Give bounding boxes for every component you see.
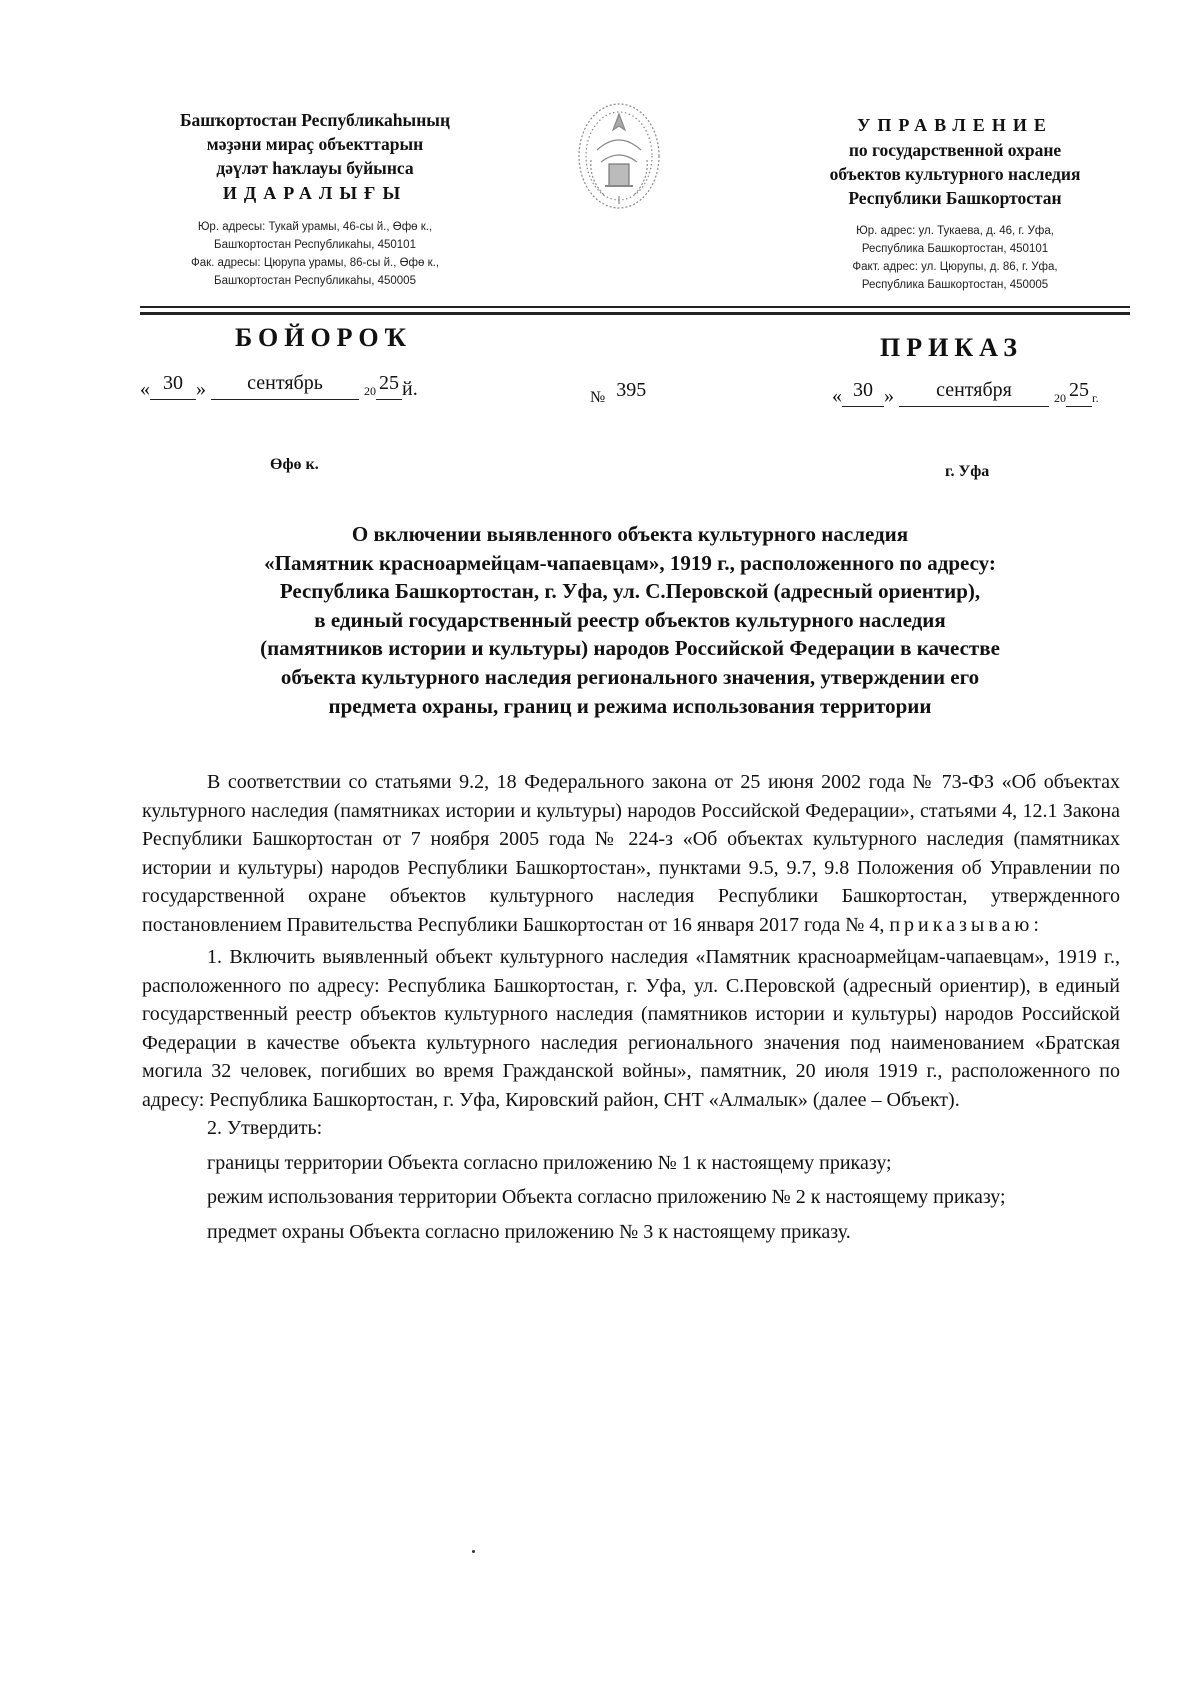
title-line: (памятников истории и культуры) народов Российской Федерации в качестве (260, 636, 1000, 661)
header-divider (140, 306, 1130, 308)
item-2: 2. Утвердить: (207, 1117, 323, 1139)
number-sign: № (590, 389, 606, 406)
close-quote: » (884, 385, 894, 407)
address-line: Башҡортостан Республикаһы, 450101 (214, 239, 416, 251)
org-name-ba-caps: ИДАРАЛЫҒЫ (222, 183, 408, 203)
address-line: Факт. адрес: ул. Цюрупы, д. 86, г. Уфа, (852, 261, 1058, 273)
date-century: 20 (1054, 391, 1066, 405)
header-divider (140, 312, 1130, 315)
address-line: Юр. адрес: ул. Тукаева, д. 46, г. Уфа, (856, 225, 1054, 237)
date-century: 20 (364, 384, 376, 398)
address-line: Юр. адресы: Тукай урамы, 46-сы й., Өфө к., (197, 221, 433, 233)
date-year-field: 25 (1066, 386, 1092, 407)
org-name-ru-line: Республики Башкортостан (848, 188, 1062, 208)
order-word: приказываю: (889, 913, 1043, 936)
date-day-field: 30 (150, 379, 196, 400)
doc-type-ba: БОЙОРОҠ (235, 323, 413, 352)
title-line: Республика Башкортостан, г. Уфа, ул. С.Перовской (адресный ориентир), (279, 579, 981, 604)
address-line: Республика Башкортостан, 450005 (861, 279, 1049, 291)
bashkortostan-emblem-icon (575, 100, 663, 212)
date-day-field: 30 (842, 386, 884, 407)
address-line: Фак. адресы: Цюрупа урамы, 86-сы й., Өфө к., (190, 257, 440, 269)
sub-item: режим использования территории Объекта согласно приложению № 2 к настоящему приказу; (207, 1186, 1006, 1208)
org-name-ru-line: объектов культурного наследия (829, 164, 1081, 184)
open-quote: « (140, 378, 150, 400)
scan-speck (472, 1550, 475, 1553)
title-line: О включении выявленного объекта культурного наследия (351, 522, 909, 546)
order-body (142, 768, 1120, 1246)
date-suffix: й. (402, 378, 418, 400)
title-line: «Памятник красноармейцам-чапаевцам», 1919 г., расположенного по адресу: (264, 550, 996, 575)
item-1: 1. Включить выявленный объект культурного наследия «Памятник красноармейцам-чапаевцам», 1919 г., расположенного по адресу: Республика Башкортостан, г. Уфа, ул. С.Перовской (адресный ориентир), в единый государственный реестр объектов культурного наследия (памятников истории и культуры) народов Российской Федерации в качестве объекта культурного наследия регионального значения под наименованием «Братская могила 32 человек, погибших во время Гражданской войны», памятник, 20 июля 1919 г., расположенного по адресу: Республика Башкортостан, г. Уфа, Кировский район, СНТ «Алмалык» (далее – Объект). (142, 946, 1120, 1111)
date-month-field: сентябрь (211, 379, 359, 400)
org-name-ba-line: дәүләт һаҡлауы буйынса (216, 158, 414, 178)
org-name-ba-line: Башҡортостан Республикаһының (179, 110, 451, 130)
date-month-field: сентября (899, 386, 1049, 407)
address-ru (770, 222, 1140, 294)
close-quote: » (196, 378, 206, 400)
date-suffix: г. (1092, 391, 1099, 405)
number-value: 395 (616, 379, 647, 401)
doc-number (590, 379, 647, 408)
order-title (150, 520, 1110, 720)
open-quote: « (832, 385, 842, 407)
org-name-ru-line: по государственной охране (848, 140, 1062, 160)
sub-item: предмет охраны Объекта согласно приложению № 3 к настоящему приказу. (207, 1220, 851, 1243)
org-name-ba-line: мәҙәни мираҫ объекттарын (206, 134, 424, 154)
doc-type-ru: ПРИКАЗ (880, 333, 1024, 362)
address-ba (130, 218, 500, 290)
address-line: Республика Башкортостан, 450101 (861, 243, 1049, 255)
header-russian (770, 112, 1140, 294)
date-year-field: 25 (376, 379, 402, 400)
sub-item: границы территории Объекта согласно приложению № 1 к настоящему приказу; (207, 1151, 892, 1174)
preamble: В соответствии со статьями 9.2, 18 Федерального закона от 25 июня 2002 года № 73-ФЗ «Об объектах культурного наследия (памятниках истории и культуры) народов Российской Федерации», статьями 4, 12.1 Закона Республики Башкортостан от 7 ноября 2005 года № 224-з «Об объектах культурного наследия (памятниках истории и культуры) народов Республики Башкортостан», пунктами 9.5, 9.7, 9.8 Положения об Управлении по государственной охране объектов культурного наследия Республики Башкортостан, утвержденного постановлением Правительства Республики Башкортостан от 16 января 2017 года № 4, приказываю: (142, 771, 1120, 936)
org-name-ru-caps: УПРАВЛЕНИЕ (857, 115, 1053, 135)
city-ru: г. Уфа (945, 463, 990, 480)
title-line: в единый государственный реестр объектов культурного наследия (314, 607, 946, 632)
title-line: объекта культурного наследия регионального значения, утверждении его (280, 664, 980, 689)
city-ba: Өфө к. (270, 456, 319, 473)
title-line: предмета охраны, границ и режима использования территории (328, 693, 932, 718)
header-bashkir (130, 108, 500, 290)
date-ru (832, 379, 1099, 408)
address-line: Башҡортостан Республикаһы, 450005 (214, 275, 416, 287)
date-ba (140, 372, 418, 401)
